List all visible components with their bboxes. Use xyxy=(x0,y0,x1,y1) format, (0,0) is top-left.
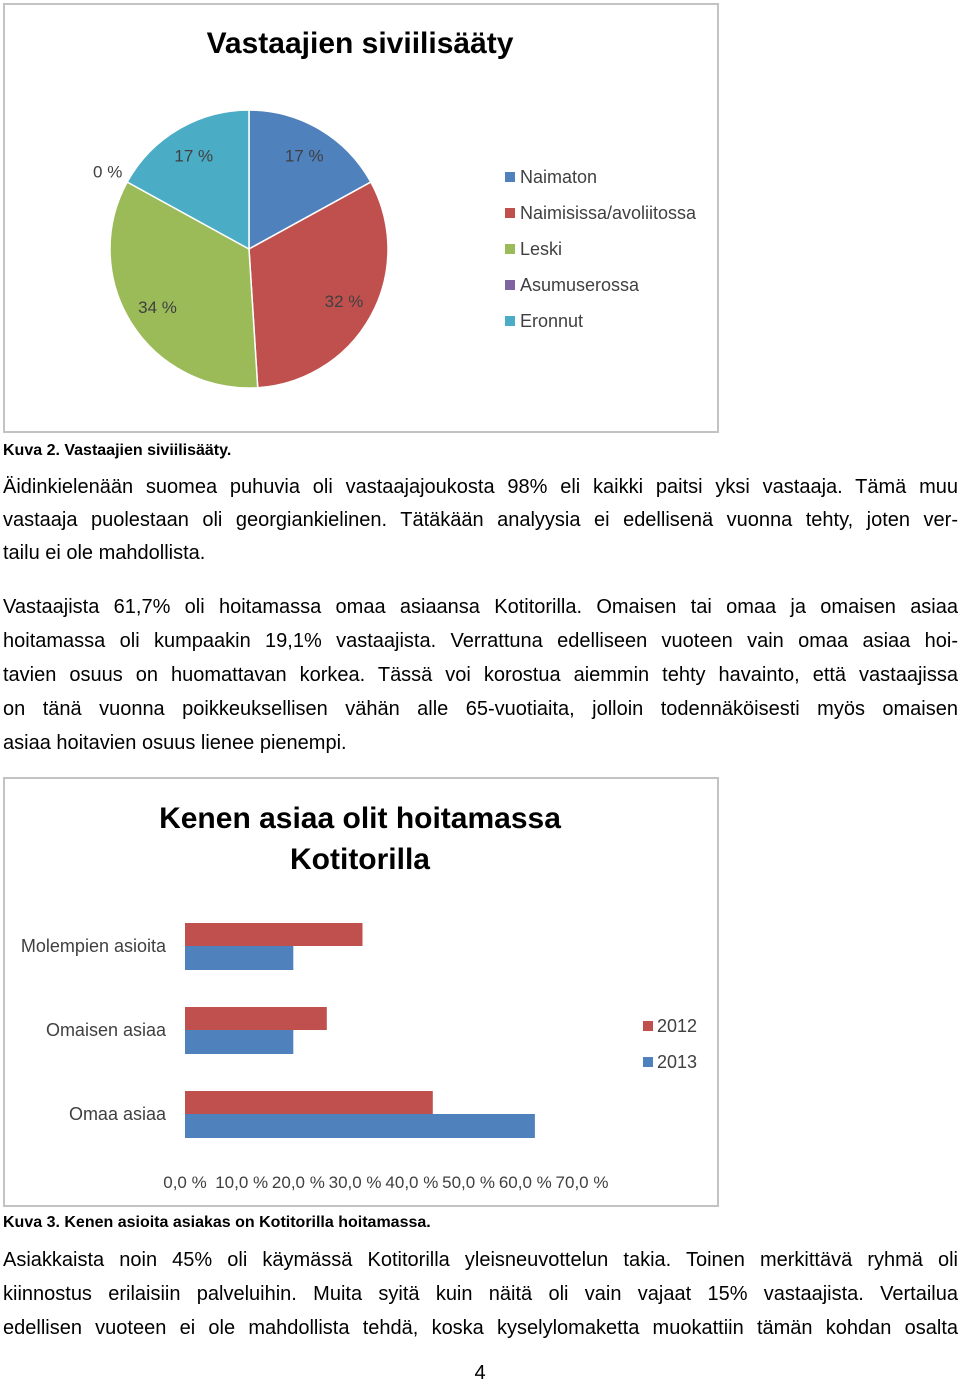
legend-swatch xyxy=(505,316,515,326)
paragraph-line: on tänä vuonna poikkeuksellisen vähän alle 65-vuotiaita, jolloin todennäköisesti myös omaisen xyxy=(3,698,958,720)
category-axis-labels xyxy=(21,936,167,1124)
legend-item-2013 xyxy=(643,1052,697,1072)
paragraph-line: Vastaajista 61,7% oli hoitamassa omaa asiaansa Kotitorilla. Omaisen tai omaa ja omaisen asiaa xyxy=(3,596,958,618)
x-tick-label: 10,0 % xyxy=(215,1173,269,1192)
x-tick-label: 40,0 % xyxy=(385,1173,439,1192)
paragraph-line: hoitamassa oli kumpaakin 19,1% vastaajista. Verrattuna edelliseen vuoteen vain omaa asiaa hoi- xyxy=(3,630,958,652)
category-label-omaisen-asiaa: Omaisen asiaa xyxy=(45,1020,166,1040)
paragraph-line: vastaaja puolestaan oli georgiankielinen. Tätäkään analyysia ei edellisenä vuonna tehty, joten ver- xyxy=(3,509,958,531)
legend-swatch xyxy=(505,280,515,290)
x-tick-label: 0,0 % xyxy=(163,1173,207,1192)
x-axis-tick-labels xyxy=(163,1173,608,1192)
paragraph-line: tailu ei ole mahdollista. xyxy=(3,542,206,564)
chart-title: Vastaajien siviilisääty xyxy=(206,27,514,60)
legend-swatch xyxy=(505,172,515,182)
x-tick-label: 70,0 % xyxy=(555,1173,609,1192)
bar-2013-omaisen-asiaa xyxy=(185,1030,293,1054)
bar-2013-molempien-asioita xyxy=(185,946,293,970)
x-tick-label: 20,0 % xyxy=(271,1173,325,1192)
page-number: 4 xyxy=(474,1362,486,1384)
legend-swatch xyxy=(643,1057,653,1067)
legend-item-naimaton xyxy=(505,167,597,187)
legend-item-eronnut xyxy=(505,311,583,331)
paragraph-2 xyxy=(3,590,958,760)
bar-2012-molempien-asioita xyxy=(185,923,363,946)
legend-item-asumuserossa xyxy=(505,275,640,295)
figure-caption: Kuva 3. Kenen asioita asiakas on Kotitorilla hoitamassa. xyxy=(3,1214,431,1231)
bars xyxy=(185,923,535,1138)
legend-item-2012 xyxy=(643,1016,697,1036)
figure-caption: Kuva 2. Vastaajien siviilisääty. xyxy=(3,442,232,459)
paragraph-line: kiinnostus erilaisiin palveluihin. Muita syitä kuin näitä oli vain vajaat 15% vastaajista. Vertailua xyxy=(3,1283,958,1305)
pie-slices xyxy=(110,110,388,388)
paragraph-line: Äidinkielenään suomea puhuvia oli vastaajajoukosta 98% eli kaikki paitsi yksi vastaaja. Tämä muu xyxy=(3,476,958,498)
legend-label: Leski xyxy=(520,239,563,259)
legend-label: 2013 xyxy=(657,1052,698,1072)
bar-chart xyxy=(3,777,719,1207)
legend-swatch xyxy=(505,208,515,218)
paragraph-line: Asiakkaista noin 45% oli käymässä Kotitorilla yleisneuvottelun takia. Toinen merkittävä ryhmä oli xyxy=(3,1249,958,1271)
paragraph-3 xyxy=(3,1243,958,1345)
data-label-naimisissa-avoliitossa: 32 % xyxy=(324,292,364,312)
chart-title-line: Kenen asiaa olit hoitamassa xyxy=(159,802,561,835)
category-label-omaa-asiaa: Omaa asiaa xyxy=(68,1104,166,1124)
bar-2013-omaa-asiaa xyxy=(185,1114,535,1138)
bar-2012-omaa-asiaa xyxy=(185,1091,433,1114)
data-label-leski: 34 % xyxy=(138,298,177,318)
paragraph-line: tavien osuus on huomattavan korkea. Tässä voi korostua aiemmin tehty havainto, että vastaajissa xyxy=(3,664,958,686)
legend-label: 2012 xyxy=(657,1016,698,1036)
x-tick-label: 30,0 % xyxy=(328,1173,382,1192)
paragraph-1 xyxy=(3,471,958,570)
legend-label: Naimisissa/avoliitossa xyxy=(520,203,697,223)
legend-label: Naimaton xyxy=(520,167,598,187)
x-tick-label: 60,0 % xyxy=(498,1173,552,1192)
category-label-molempien-asioita: Molempien asioita xyxy=(20,936,166,956)
legend-swatch xyxy=(643,1021,653,1031)
chart-title-line: Kotitorilla xyxy=(290,843,430,876)
bar-legend xyxy=(643,1016,697,1072)
data-label-asumuserossa: 0 % xyxy=(93,162,123,182)
paragraph-line: edellisen vuoteen ei ole mahdollista tehdä, koska kyselylomaketta muokattiin tämän kohdan osalta xyxy=(3,1317,958,1339)
x-tick-label: 50,0 % xyxy=(442,1173,496,1192)
paragraph-line: asiaa hoitavien osuus lienee pienempi. xyxy=(3,732,347,754)
legend-item-leski xyxy=(505,239,562,259)
legend-item-naimisissa-avoliitossa xyxy=(505,203,697,223)
bar-2012-omaisen-asiaa xyxy=(185,1007,327,1030)
legend-label: Asumuserossa xyxy=(520,275,640,295)
legend-label: Eronnut xyxy=(520,311,584,331)
pie-legend xyxy=(505,167,697,331)
legend-swatch xyxy=(505,244,515,254)
pie-chart xyxy=(3,3,719,433)
data-label-eronnut: 17 % xyxy=(174,146,214,166)
data-label-naimaton: 17 % xyxy=(284,146,324,166)
